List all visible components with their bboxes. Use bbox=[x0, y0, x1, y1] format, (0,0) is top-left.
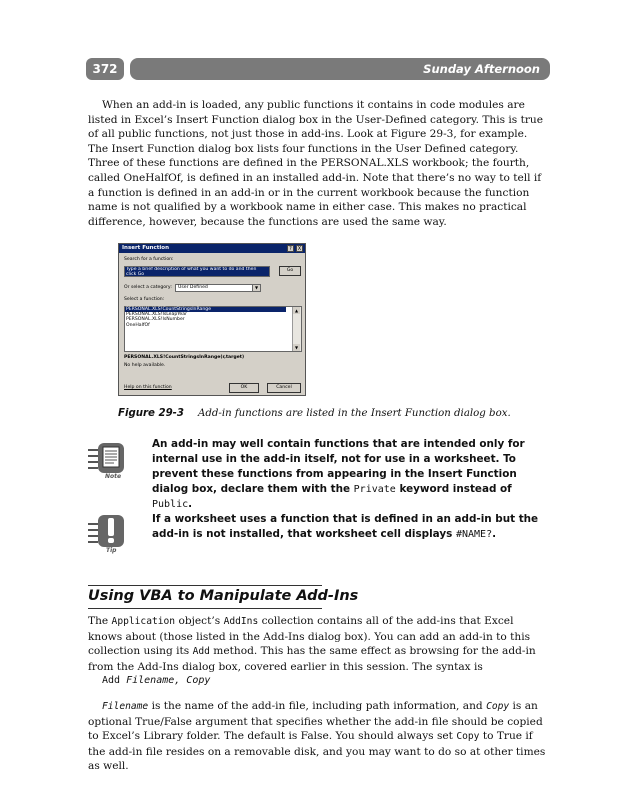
note-text: An add-in may well contain functions that are intended only for internal use in the add-in itself, not for use in a worksheet. To prevent these functions from appearing in the Insert Function dialog box, declare them with the bbox=[152, 438, 525, 495]
tip-code-name-error: #NAME? bbox=[455, 529, 493, 540]
section-title: Using VBA to Manipulate Add-Ins bbox=[88, 588, 359, 604]
body-paragraph-1: When an add-in is loaded, any public functions it contains in code modules are listed in Excel’s Insert Function dialog box in the User-Defined category. This is true of all public functions, not just those in add-ins. Look at Figure 29-3, for example. The Insert Function dialog box lists four functions in the User Defined category. Three of these functions are defined in the PERSONAL.XLS workbook; the fourth, called OneHalfOf, is defined in an installed add-in. Note that there’s no way to tell if a function is defined in an add-in or in the current workbook because the function name is not qualified by a workbook name in either case. This makes no practical difference, however, because the functions are used the same way. bbox=[88, 99, 544, 228]
note-text: keyword instead of bbox=[399, 483, 512, 495]
go-button[interactable]: Go bbox=[279, 266, 301, 276]
note-callout bbox=[152, 437, 550, 512]
search-input-text: Type a brief description of what you want to do and then click Go bbox=[125, 267, 269, 277]
list-item[interactable]: OneHalfOf bbox=[126, 322, 150, 328]
para-text: is the name of the add-in file, including path information, and bbox=[151, 700, 483, 712]
list-item[interactable]: PERSONAL.XLS!IsNumber bbox=[126, 317, 185, 323]
code-addins: AddIns bbox=[223, 616, 259, 627]
select-function-label: Select a function: bbox=[124, 297, 165, 302]
chevron-down-icon[interactable]: ▼ bbox=[252, 285, 260, 291]
para-text: The bbox=[88, 615, 109, 627]
note-code-public: Public bbox=[152, 499, 189, 510]
note-text: . bbox=[188, 498, 193, 510]
note-code-private: Private bbox=[353, 484, 396, 495]
function-help-text: No help available. bbox=[124, 363, 166, 368]
code-application: Application bbox=[111, 616, 176, 627]
scroll-up-icon[interactable]: ▲ bbox=[294, 308, 299, 313]
code-copy-literal: Copy bbox=[456, 731, 480, 743]
search-label: Search for a function: bbox=[124, 257, 174, 262]
section-rule-top bbox=[88, 585, 322, 586]
category-value: User Defined bbox=[178, 285, 208, 290]
code-copy: Copy bbox=[486, 701, 510, 712]
list-item[interactable]: PERSONAL.XLS!CountStringsInRange bbox=[125, 307, 286, 312]
code-add: Add bbox=[192, 646, 210, 658]
code-args: Filename, Copy bbox=[126, 675, 211, 686]
help-on-function-link[interactable]: Help on this function bbox=[124, 385, 172, 390]
note-icon-label: Note bbox=[105, 473, 122, 480]
dialog-title: Insert Function bbox=[119, 244, 305, 253]
page-number: 372 bbox=[86, 58, 124, 80]
tip-callout bbox=[152, 512, 550, 542]
note-icon bbox=[88, 440, 126, 484]
code-keyword: Add bbox=[102, 675, 121, 686]
dialog-close-button[interactable]: X bbox=[297, 246, 302, 252]
tip-text: If a worksheet uses a function that is defined in an add-in but the add-in is not installed, that worksheet cell displays bbox=[152, 513, 539, 540]
para-text: method. This has the same effect as browsing for the add-in from the Add-Ins dialog box, covered earlier in this session. The syntax is bbox=[88, 645, 536, 673]
search-input[interactable] bbox=[124, 266, 270, 277]
dialog-help-button[interactable]: ? bbox=[287, 245, 294, 252]
function-list[interactable] bbox=[124, 306, 302, 352]
category-select[interactable] bbox=[175, 284, 261, 292]
ok-button[interactable]: OK bbox=[229, 383, 259, 393]
para-text: object’s bbox=[178, 615, 221, 627]
tip-text: . bbox=[492, 528, 497, 540]
para-text: is an optional True/False argument that specifies whether the add-in file should be copied to Excel’s Library folder. The default is False. You should always set bbox=[88, 700, 543, 743]
category-label: Or select a category: bbox=[124, 285, 172, 290]
section-rule-bottom bbox=[88, 608, 322, 609]
figure-caption bbox=[118, 408, 511, 419]
code-syntax-line bbox=[102, 675, 210, 686]
figure-caption-text: Add-in functions are listed in the Insert Function dialog box. bbox=[197, 408, 511, 419]
running-header: Sunday Afternoon bbox=[130, 58, 550, 80]
body-paragraph-3 bbox=[88, 699, 550, 774]
para-text: collection contains all of the add-ins that Excel knows about (those listed in the Add-Ins dialog box). You can add an add-in to this collection using its bbox=[88, 615, 531, 658]
list-scrollbar[interactable] bbox=[292, 307, 301, 351]
tip-icon bbox=[88, 512, 126, 556]
scroll-down-icon[interactable]: ▼ bbox=[294, 345, 299, 350]
cancel-button[interactable]: Cancel bbox=[267, 383, 301, 393]
function-signature: PERSONAL.XLS!CountStringsInRange(r,target) bbox=[124, 355, 245, 360]
code-filename: Filename bbox=[102, 701, 149, 712]
tip-icon-label: Tip bbox=[106, 547, 117, 554]
figure-label: Figure 29-3 bbox=[118, 408, 184, 419]
para-text: to True if the add-in file resides on a removable disk, and you may want to do so at other times as well. bbox=[88, 730, 546, 773]
insert-function-dialog bbox=[118, 243, 306, 396]
list-item[interactable]: PERSONAL.XLS!IsLeapYear bbox=[126, 312, 187, 318]
body-paragraph-2 bbox=[88, 614, 550, 674]
